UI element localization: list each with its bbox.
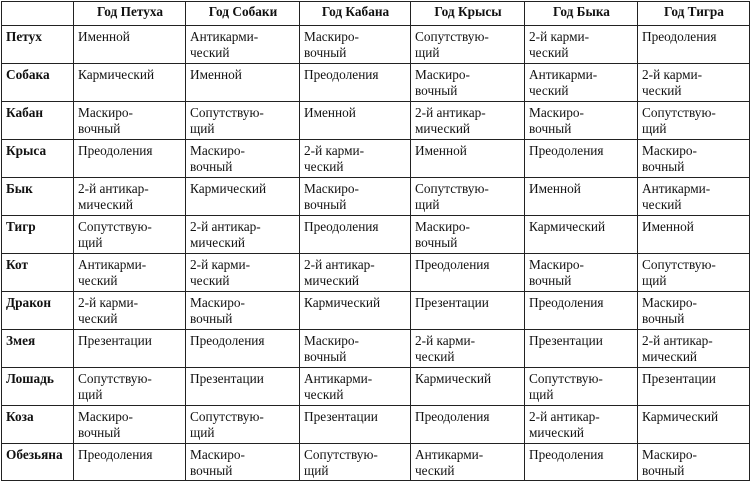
- cell-text: вочный: [190, 463, 233, 478]
- cell-text: Преодоления: [529, 447, 604, 462]
- cell-text: Сопутствую-: [529, 371, 603, 386]
- table-row: [2, 216, 750, 254]
- corner-cell: [2, 2, 74, 26]
- table-row: [2, 64, 750, 102]
- cell-text: ческий: [304, 387, 344, 402]
- table-cell: [186, 216, 300, 254]
- table-cell: [74, 254, 186, 292]
- table-cell: [638, 444, 750, 481]
- cell-text: Антикарми-: [415, 447, 484, 462]
- cell-text: Кармический: [415, 371, 492, 386]
- table-cell: [74, 368, 186, 406]
- row-header: Кабан: [2, 102, 74, 140]
- table-cell: [74, 140, 186, 178]
- table-cell: [411, 254, 525, 292]
- cell-text: мический: [642, 349, 698, 364]
- table-cell: [525, 178, 638, 216]
- cell-text: щий: [415, 45, 440, 60]
- cell-text: вочный: [529, 121, 572, 136]
- table-cell: [300, 178, 411, 216]
- cell-text: Преодоления: [78, 447, 153, 462]
- cell-text: 2-й антикар-: [415, 105, 486, 120]
- cell-text: Антикарми-: [642, 181, 711, 196]
- cell-text: 2-й карми-: [78, 295, 139, 310]
- cell-text: Презентации: [642, 371, 716, 386]
- row-header: Коза: [2, 406, 74, 444]
- table-cell: [525, 368, 638, 406]
- table-row: [2, 330, 750, 368]
- table-cell: [525, 292, 638, 330]
- cell-text: Преодоления: [190, 333, 265, 348]
- cell-text: Сопутствую-: [190, 409, 264, 424]
- row-header: Дракон: [2, 292, 74, 330]
- table-cell: [525, 64, 638, 102]
- table-cell: [638, 292, 750, 330]
- cell-text: Сопутствую-: [78, 371, 152, 386]
- table-cell: [186, 140, 300, 178]
- cell-text: Презентации: [304, 409, 378, 424]
- table-cell: [411, 330, 525, 368]
- table-cell: [638, 64, 750, 102]
- cell-text: 2-й карми-: [642, 67, 703, 82]
- row-header: Змея: [2, 330, 74, 368]
- cell-text: Кармический: [190, 181, 267, 196]
- table-cell: [411, 216, 525, 254]
- table-cell: [300, 368, 411, 406]
- cell-text: Маскиро-: [642, 143, 697, 158]
- table-row: [2, 26, 750, 64]
- cell-text: мический: [304, 273, 360, 288]
- column-header: Год Быка: [525, 2, 638, 26]
- table-cell: [74, 330, 186, 368]
- header-row: [2, 2, 750, 26]
- table-cell: [74, 292, 186, 330]
- cell-text: 2-й карми-: [304, 143, 365, 158]
- table-cell: [186, 254, 300, 292]
- table-cell: [411, 140, 525, 178]
- cell-text: ческий: [415, 349, 455, 364]
- table-cell: [300, 26, 411, 64]
- table-cell: [186, 292, 300, 330]
- cell-text: мический: [415, 121, 471, 136]
- table-cell: [638, 102, 750, 140]
- cell-text: вочный: [415, 83, 458, 98]
- cell-text: ческий: [78, 273, 118, 288]
- cell-text: вочный: [190, 159, 233, 174]
- table-cell: [411, 368, 525, 406]
- table-cell: [525, 102, 638, 140]
- cell-text: вочный: [304, 349, 347, 364]
- table-cell: [525, 330, 638, 368]
- table-cell: [525, 254, 638, 292]
- cell-text: щий: [190, 121, 215, 136]
- table-cell: [638, 254, 750, 292]
- cell-text: Кармический: [304, 295, 381, 310]
- cell-text: Маскиро-: [415, 219, 470, 234]
- row-header: Кот: [2, 254, 74, 292]
- cell-text: Преодоления: [642, 29, 717, 44]
- cell-text: ческий: [642, 197, 682, 212]
- cell-text: Маскиро-: [304, 333, 359, 348]
- table-cell: [300, 64, 411, 102]
- cell-text: Сопутствую-: [642, 257, 716, 272]
- cell-text: 2-й антикар-: [190, 219, 261, 234]
- cell-text: Преодоления: [415, 257, 490, 272]
- table-cell: [74, 26, 186, 64]
- cell-text: Сопутствую-: [415, 29, 489, 44]
- cell-text: ческий: [529, 45, 569, 60]
- column-header: Год Петуха: [74, 2, 186, 26]
- cell-text: вочный: [78, 425, 121, 440]
- cell-text: щий: [78, 387, 103, 402]
- cell-text: вочный: [78, 121, 121, 136]
- table-cell: [525, 406, 638, 444]
- cell-text: Антикарми-: [304, 371, 373, 386]
- cell-text: Антикарми-: [190, 29, 259, 44]
- table-cell: [411, 26, 525, 64]
- table-cell: [186, 444, 300, 481]
- cell-text: ческий: [190, 45, 230, 60]
- table-cell: [300, 444, 411, 481]
- cell-text: ческий: [415, 463, 455, 478]
- cell-text: Кармический: [642, 409, 719, 424]
- cell-text: 2-й антикар-: [529, 409, 600, 424]
- table-cell: [525, 444, 638, 481]
- cell-text: ческий: [190, 273, 230, 288]
- cell-text: Преодоления: [529, 143, 604, 158]
- cell-text: Презентации: [415, 295, 489, 310]
- table-cell: [186, 64, 300, 102]
- table-cell: [411, 292, 525, 330]
- table-cell: [74, 64, 186, 102]
- cell-text: щий: [78, 235, 103, 250]
- table-cell: [300, 140, 411, 178]
- cell-text: ческий: [78, 311, 118, 326]
- column-header: Год Собаки: [186, 2, 300, 26]
- cell-text: Кармический: [529, 219, 606, 234]
- table-cell: [638, 26, 750, 64]
- table-row: [2, 140, 750, 178]
- table-cell: [186, 330, 300, 368]
- cell-text: Сопутствую-: [642, 105, 716, 120]
- table-cell: [638, 330, 750, 368]
- cell-text: Маскиро-: [304, 29, 359, 44]
- table-cell: [411, 64, 525, 102]
- cell-text: Именной: [529, 181, 581, 196]
- cell-text: мический: [529, 425, 585, 440]
- cell-text: щий: [304, 463, 329, 478]
- table-cell: [638, 406, 750, 444]
- cell-text: Маскиро-: [304, 181, 359, 196]
- cell-text: вочный: [190, 311, 233, 326]
- cell-text: 2-й карми-: [529, 29, 590, 44]
- table-cell: [411, 444, 525, 481]
- table-cell: [411, 178, 525, 216]
- cell-text: мический: [190, 235, 246, 250]
- cell-text: Презентации: [190, 371, 264, 386]
- cell-text: Маскиро-: [642, 447, 697, 462]
- cell-text: щий: [642, 273, 667, 288]
- table-cell: [74, 444, 186, 481]
- cell-text: Маскиро-: [529, 257, 584, 272]
- table-cell: [525, 216, 638, 254]
- table-row: [2, 254, 750, 292]
- table-cell: [74, 216, 186, 254]
- cell-text: ческий: [529, 83, 569, 98]
- table-row: [2, 406, 750, 444]
- cell-text: ческий: [304, 159, 344, 174]
- cell-text: Антикарми-: [78, 257, 147, 272]
- cell-text: Именной: [304, 105, 356, 120]
- cell-text: Маскиро-: [642, 295, 697, 310]
- cell-text: Сопутствую-: [304, 447, 378, 462]
- cell-text: щий: [642, 121, 667, 136]
- row-header: Собака: [2, 64, 74, 102]
- table-cell: [638, 178, 750, 216]
- cell-text: вочный: [642, 463, 685, 478]
- table-cell: [638, 368, 750, 406]
- table-cell: [186, 102, 300, 140]
- cell-text: Маскиро-: [190, 447, 245, 462]
- cell-text: вочный: [415, 235, 458, 250]
- row-header: Лошадь: [2, 368, 74, 406]
- table-cell: [300, 292, 411, 330]
- cell-text: Маскиро-: [529, 105, 584, 120]
- row-header: Бык: [2, 178, 74, 216]
- cell-text: 2-й антикар-: [304, 257, 375, 272]
- table-cell: [300, 330, 411, 368]
- cell-text: Антикарми-: [529, 67, 598, 82]
- column-header: Год Крысы: [411, 2, 525, 26]
- cell-text: вочный: [304, 45, 347, 60]
- cell-text: Маскиро-: [78, 409, 133, 424]
- cell-text: Преодоления: [415, 409, 490, 424]
- table-header: [2, 2, 750, 26]
- table-cell: [74, 406, 186, 444]
- cell-text: Маскиро-: [190, 143, 245, 158]
- row-header: Петух: [2, 26, 74, 64]
- row-header: Тигр: [2, 216, 74, 254]
- cell-text: 2-й карми-: [190, 257, 251, 272]
- cell-text: Преодоления: [304, 219, 379, 234]
- cell-text: Сопутствую-: [415, 181, 489, 196]
- cell-text: 2-й антикар-: [78, 181, 149, 196]
- table-cell: [411, 406, 525, 444]
- cell-text: Именной: [642, 219, 694, 234]
- cell-text: 2-й антикар-: [642, 333, 713, 348]
- cell-text: Именной: [415, 143, 467, 158]
- cell-text: Презентации: [529, 333, 603, 348]
- row-header: Обезьяна: [2, 444, 74, 481]
- table-row: [2, 178, 750, 216]
- table-cell: [525, 140, 638, 178]
- table-cell: [411, 102, 525, 140]
- cell-text: Маскиро-: [78, 105, 133, 120]
- cell-text: Преодоления: [78, 143, 153, 158]
- cell-text: вочный: [642, 311, 685, 326]
- cell-text: Преодоления: [304, 67, 379, 82]
- table-cell: [300, 102, 411, 140]
- table-cell: [186, 26, 300, 64]
- compatibility-table: [1, 1, 750, 481]
- cell-text: щий: [190, 425, 215, 440]
- cell-text: Сопутствую-: [78, 219, 152, 234]
- table-cell: [525, 26, 638, 64]
- table-cell: [300, 216, 411, 254]
- cell-text: Именной: [190, 67, 242, 82]
- cell-text: щий: [415, 197, 440, 212]
- cell-text: Преодоления: [529, 295, 604, 310]
- cell-text: Кармический: [78, 67, 155, 82]
- cell-text: вочный: [529, 273, 572, 288]
- row-header: Крыса: [2, 140, 74, 178]
- cell-text: 2-й карми-: [415, 333, 476, 348]
- table-row: [2, 444, 750, 481]
- cell-text: Именной: [78, 29, 130, 44]
- table-cell: [638, 216, 750, 254]
- cell-text: вочный: [304, 197, 347, 212]
- cell-text: мический: [78, 197, 134, 212]
- cell-text: Сопутствую-: [190, 105, 264, 120]
- cell-text: Маскиро-: [415, 67, 470, 82]
- table-cell: [638, 140, 750, 178]
- column-header: Год Кабана: [300, 2, 411, 26]
- table-cell: [300, 406, 411, 444]
- table-row: [2, 102, 750, 140]
- table-cell: [300, 254, 411, 292]
- table-cell: [186, 406, 300, 444]
- cell-text: Презентации: [78, 333, 152, 348]
- table-body: [2, 26, 750, 481]
- table-cell: [186, 368, 300, 406]
- cell-text: ческий: [642, 83, 682, 98]
- table-cell: [186, 178, 300, 216]
- table-cell: [74, 102, 186, 140]
- cell-text: Маскиро-: [190, 295, 245, 310]
- cell-text: щий: [529, 387, 554, 402]
- table-row: [2, 292, 750, 330]
- table-cell: [74, 178, 186, 216]
- column-header: Год Тигра: [638, 2, 750, 26]
- table-row: [2, 368, 750, 406]
- cell-text: вочный: [642, 159, 685, 174]
